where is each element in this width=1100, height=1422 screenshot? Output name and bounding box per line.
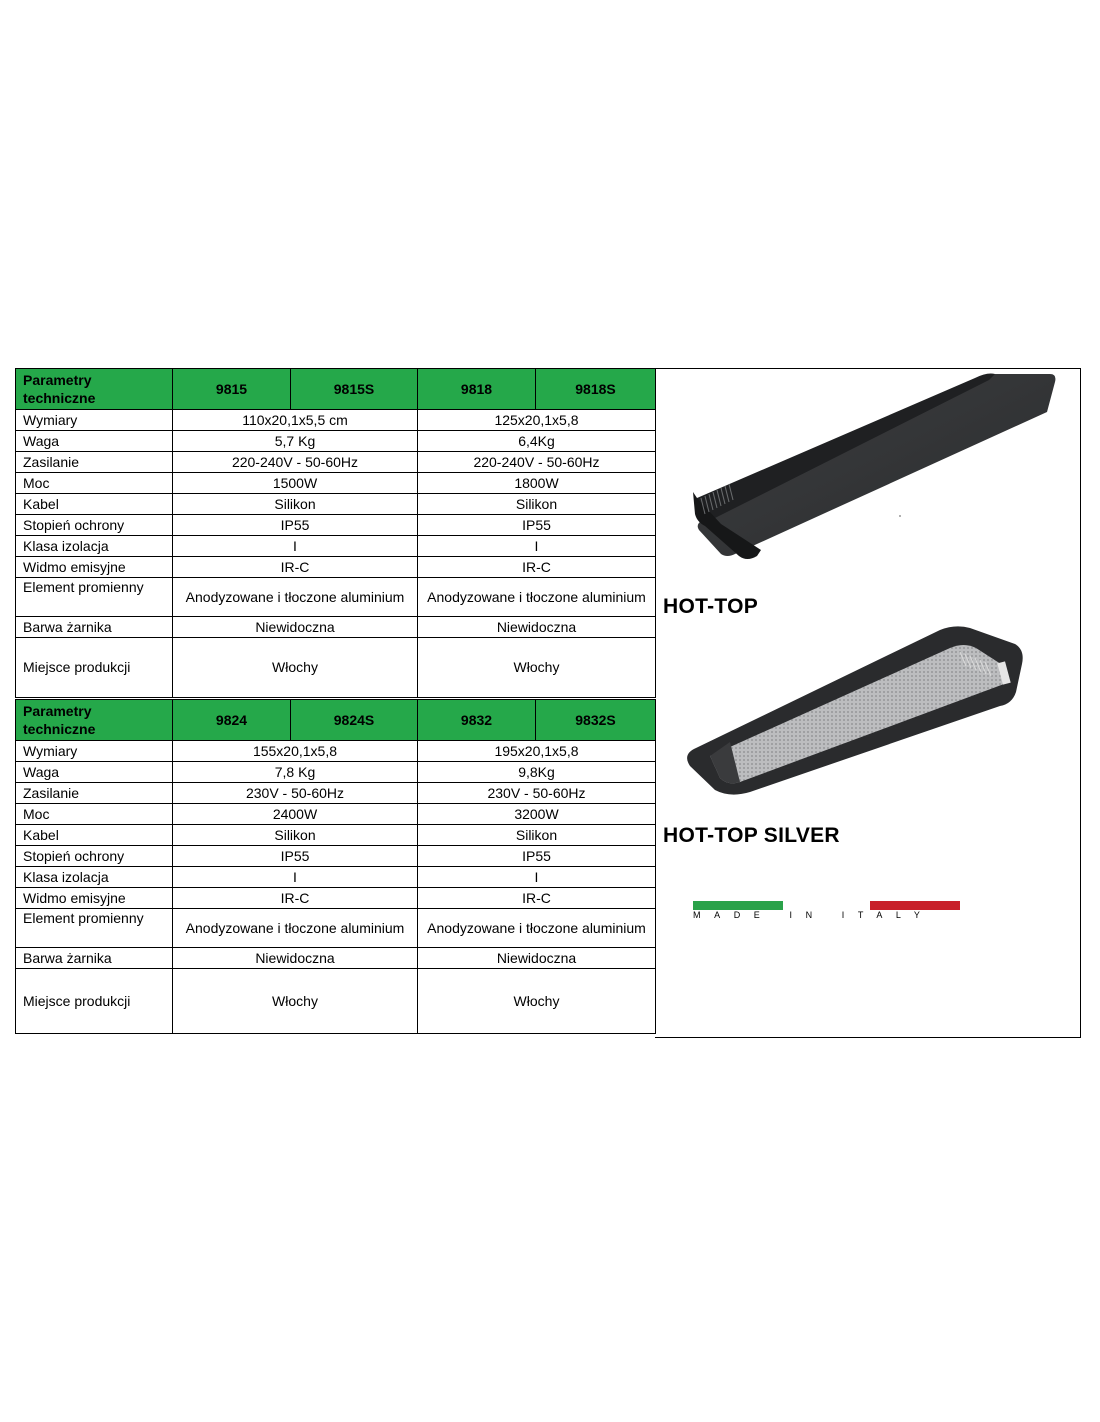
row-value-a: Silikon (173, 494, 418, 515)
product-title-hot-top-silver: HOT-TOP SILVER (663, 824, 840, 847)
row-label: Klasa izolacja (16, 536, 173, 557)
row-value-a: 1500W (173, 473, 418, 494)
row-value-a: IP55 (173, 515, 418, 536)
table-row (16, 909, 656, 948)
spec-table-1 (15, 368, 656, 698)
silver-heater-image (670, 622, 1040, 802)
table-row (16, 473, 656, 494)
black-heater-image (675, 368, 1065, 568)
row-label: Miejsce produkcji (16, 969, 173, 1034)
spec-table-2 (15, 699, 656, 1034)
table-row (16, 494, 656, 515)
row-label: Barwa żarnika (16, 617, 173, 638)
table-row (16, 452, 656, 473)
row-label: Moc (16, 804, 173, 825)
row-value-a: 230V - 50-60Hz (173, 783, 418, 804)
row-label: Moc (16, 473, 173, 494)
row-value-a: 5,7 Kg (173, 431, 418, 452)
row-value-b: 1800W (418, 473, 656, 494)
row-value-b: Anodyzowane i tłoczone aluminium (418, 909, 656, 948)
table-row (16, 638, 656, 698)
row-value-b: Anodyzowane i tłoczone aluminium (418, 578, 656, 617)
table-row (16, 515, 656, 536)
row-value-a: 110x20,1x5,5 cm (173, 410, 418, 431)
product-pane (655, 368, 1081, 1038)
row-label: Barwa żarnika (16, 948, 173, 969)
row-value-b: Włochy (418, 638, 656, 698)
model-9818: 9818 (418, 369, 536, 410)
row-value-a: I (173, 536, 418, 557)
row-value-a: Silikon (173, 825, 418, 846)
table-row (16, 888, 656, 909)
made-in-italy-badge (693, 899, 963, 921)
row-value-b: 6,4Kg (418, 431, 656, 452)
row-label: Stopień ochrony (16, 515, 173, 536)
row-value-b: 195x20,1x5,8 (418, 741, 656, 762)
table-row (16, 617, 656, 638)
row-value-b: IP55 (418, 515, 656, 536)
row-value-b: Niewidoczna (418, 948, 656, 969)
model-9815: 9815 (173, 369, 291, 410)
row-value-b: Silikon (418, 825, 656, 846)
row-value-b: 3200W (418, 804, 656, 825)
row-label: Waga (16, 762, 173, 783)
row-label: Zasilanie (16, 452, 173, 473)
table-row (16, 410, 656, 431)
row-value-b: I (418, 536, 656, 557)
row-label: Kabel (16, 494, 173, 515)
table-row (16, 762, 656, 783)
table-row (16, 804, 656, 825)
table-row (16, 948, 656, 969)
row-value-b: Niewidoczna (418, 617, 656, 638)
table-row (16, 578, 656, 617)
table-row (16, 825, 656, 846)
row-value-b: 125x20,1x5,8 (418, 410, 656, 431)
row-value-a: 155x20,1x5,8 (173, 741, 418, 762)
row-label: Element promienny (16, 909, 173, 948)
row-value-b: I (418, 867, 656, 888)
row-value-a: IP55 (173, 846, 418, 867)
row-value-a: Niewidoczna (173, 617, 418, 638)
row-value-a: 2400W (173, 804, 418, 825)
row-label: Stopień ochrony (16, 846, 173, 867)
spec-sheet (15, 368, 1081, 1038)
product-title-hot-top: HOT-TOP (663, 595, 759, 618)
row-label: Kabel (16, 825, 173, 846)
row-label: Miejsce produkcji (16, 638, 173, 698)
table-row (16, 846, 656, 867)
table-row (16, 741, 656, 762)
row-value-b: 9,8Kg (418, 762, 656, 783)
table-row (16, 536, 656, 557)
row-value-a: IR-C (173, 557, 418, 578)
table-header (16, 369, 656, 410)
italy-green-bar (693, 901, 783, 910)
row-value-a: IR-C (173, 888, 418, 909)
table-row (16, 431, 656, 452)
model-9832s: 9832S (536, 700, 656, 741)
row-value-a: Anodyzowane i tłoczone aluminium (173, 909, 418, 948)
row-value-b: IR-C (418, 557, 656, 578)
row-label: Widmo emisyjne (16, 888, 173, 909)
row-label: Klasa izolacja (16, 867, 173, 888)
table-row (16, 867, 656, 888)
row-label: Widmo emisyjne (16, 557, 173, 578)
model-9818s: 9818S (536, 369, 656, 410)
row-label: Waga (16, 431, 173, 452)
row-value-b: IP55 (418, 846, 656, 867)
model-9815s: 9815S (291, 369, 418, 410)
row-label: Zasilanie (16, 783, 173, 804)
table-row (16, 969, 656, 1034)
row-value-a: I (173, 867, 418, 888)
row-value-a: Włochy (173, 969, 418, 1034)
row-value-b: IR-C (418, 888, 656, 909)
model-9832: 9832 (418, 700, 536, 741)
table-row (16, 557, 656, 578)
italy-red-bar (870, 901, 960, 910)
made-in-italy-text: MADE IN ITALY (693, 910, 934, 920)
row-value-a: Anodyzowane i tłoczone aluminium (173, 578, 418, 617)
row-value-b: 220-240V - 50-60Hz (418, 452, 656, 473)
row-value-b: Silikon (418, 494, 656, 515)
param-header: Parametry techniczne (16, 369, 173, 410)
row-label: Wymiary (16, 410, 173, 431)
row-value-b: 230V - 50-60Hz (418, 783, 656, 804)
model-9824: 9824 (173, 700, 291, 741)
row-value-a: 220-240V - 50-60Hz (173, 452, 418, 473)
row-value-a: Włochy (173, 638, 418, 698)
row-label: Element promienny (16, 578, 173, 617)
table-header (16, 700, 656, 741)
row-label: Wymiary (16, 741, 173, 762)
table-row (16, 783, 656, 804)
model-9824s: 9824S (291, 700, 418, 741)
row-value-a: 7,8 Kg (173, 762, 418, 783)
param-header: Parametry techniczne (16, 700, 173, 741)
row-value-b: Włochy (418, 969, 656, 1034)
row-value-a: Niewidoczna (173, 948, 418, 969)
